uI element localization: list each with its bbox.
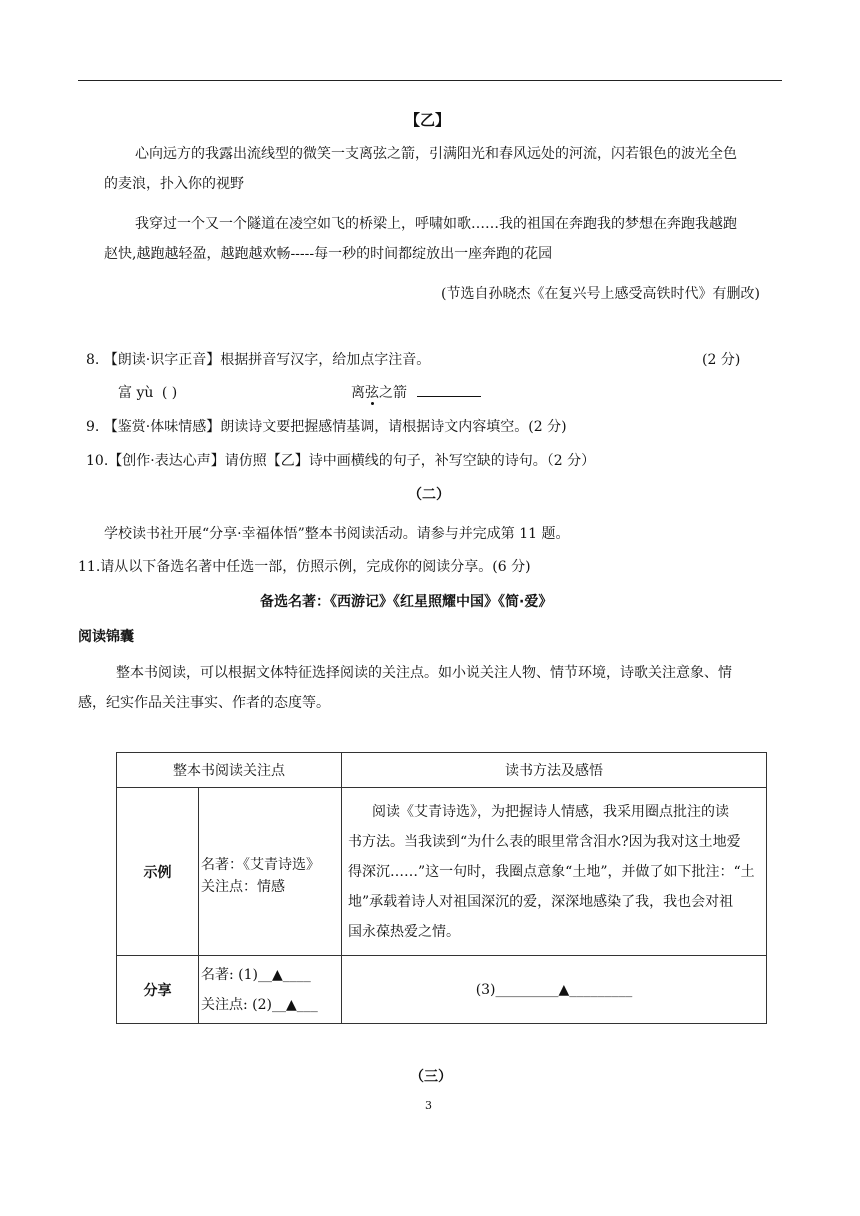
item-2-dotted-char: 弦: [365, 385, 379, 401]
share-label: 分享: [117, 956, 199, 1024]
example-line-2: 书方法。当我读到“为什么表的眼里常含泪水?因为我对这土地爱: [348, 833, 741, 850]
share-focus-cell: [199, 956, 342, 1024]
poem-line-3: 我穿过一个又一个隧道在凌空如飞的桥梁上，呼啸如歌……我的祖国在奔跑我的梦想在奔跑我越跑: [135, 216, 737, 232]
question-10: 10.【创作·表达心声】请仿照【乙】诗中画横线的句子，补写空缺的诗句。（2 分）: [86, 453, 596, 469]
example-line-1: 阅读《艾青诗选》，为把握诗人情感，我采用圈点批注的读: [372, 803, 729, 820]
example-line-4: 地”承载着诗人对祖国深沉的爱，深深地感染了我，我也会对祖: [348, 893, 734, 910]
share-answer-blank[interactable]: (3)_________▲_________: [342, 956, 767, 1024]
question-11: 11.请从以下备选名著中任选一部，仿照示例，完成你的阅读分享。(6 分): [78, 559, 531, 575]
question-8: 8. 【朗读·识字正音】根据拼音写汉字，给加点字注音。: [86, 352, 431, 368]
example-focus-cell: [199, 788, 342, 956]
section-er-intro: 学校读书社开展“分享·幸福体悟”整本书阅读活动。请参与并完成第 11 题。: [104, 526, 570, 542]
example-label: 示例: [117, 788, 199, 956]
section-er-heading: （二）: [408, 487, 450, 503]
question-9: 9. 【鉴赏·体味情感】朗读诗文要把握感情基调，请根据诗文内容填空。(2 分): [86, 419, 567, 435]
header-method-cell: 读书方法及感悟: [342, 753, 767, 788]
item-1-char: 富: [118, 385, 132, 401]
reading-tips-line-2: 感，纪实作品关注事实、作者的态度等。: [78, 695, 330, 711]
share-book-blank[interactable]: 名著: (1)__▲____: [201, 966, 311, 983]
example-book: 名著：《艾青诗选》: [201, 856, 320, 873]
example-line-5: 国永葆热爱之情。: [348, 923, 460, 940]
item-2-post: 之箭: [379, 385, 407, 401]
question-8-item-2: [351, 382, 481, 402]
page-number: 3: [425, 1099, 432, 1112]
example-line-3: 得深沉……”这一句时，我圈点意象“土地”，并做了如下批注：“土: [348, 863, 755, 880]
header-focus-cell: 整本书阅读关注点: [117, 753, 342, 788]
table-row-example: [117, 788, 767, 956]
item-1-pinyin: yù: [136, 385, 154, 401]
section-yi-heading: 【乙】: [405, 111, 451, 129]
share-focus-blank[interactable]: 关注点: (2)__▲___: [201, 996, 318, 1013]
candidate-books: 备选名著：《西游记》《红星照耀中国》《简·爱》: [260, 594, 553, 610]
question-8-score: (2 分): [702, 352, 741, 368]
example-focus: 关注点：情感: [201, 878, 285, 895]
item-2-answer-blank[interactable]: [417, 384, 481, 397]
table-header-row: [117, 753, 767, 788]
table-row-share: [117, 956, 767, 1024]
poem-line-1: 心向远方的我露出流线型的微笑一支离弦之箭，引满阳光和春风远处的河流，闪若银色的波光全色: [135, 146, 737, 162]
item-1-answer-paren[interactable]: ( ): [161, 385, 178, 401]
poem-line-4: 赵快,越跑越轻盈，越跑越欢畅-----每一秒的时间都绽放出一座奔跑的花园: [104, 246, 553, 262]
item-2-pre: 离: [351, 385, 365, 401]
example-method-cell: [342, 788, 767, 956]
question-8-item-1: [118, 382, 177, 402]
section-san-heading: （三）: [410, 1069, 452, 1085]
reading-tips-line-1: 整本书阅读，可以根据文体特征选择阅读的关注点。如小说关注人物、情节环境，诗歌关注意象、情: [116, 665, 732, 681]
reading-tips-title: 阅读锦囊: [78, 629, 134, 645]
reading-share-table: [116, 752, 767, 1024]
header-rule: [78, 80, 782, 81]
poem-source: (节选自孙晓杰《在复兴号上感受高铁时代》有删改): [441, 286, 760, 302]
poem-line-2: 的麦浪，扑入你的视野: [104, 176, 244, 192]
